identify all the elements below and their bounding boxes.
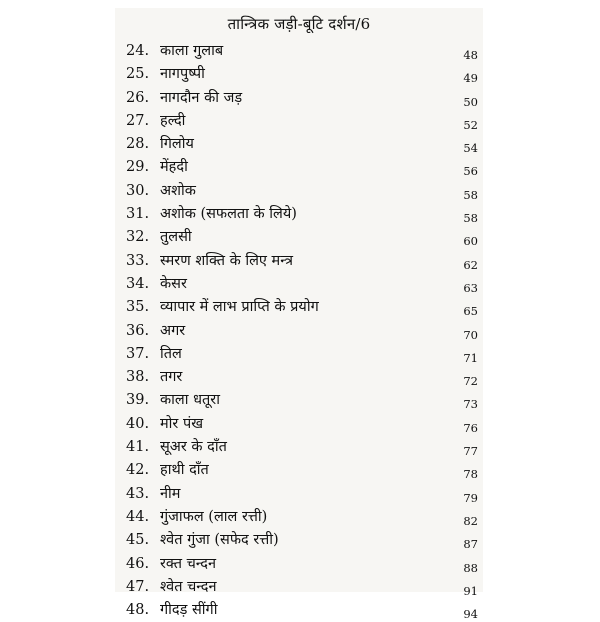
entry-title: श्वेत गुंजा (सफेद रत्ती) [160, 532, 279, 549]
entry-number: 35. [126, 299, 150, 316]
entry-page-number: 49 [463, 71, 478, 86]
entry-page-number: 54 [463, 141, 478, 156]
toc-entry [126, 436, 478, 459]
entry-title: स्मरण शक्ति के लिए मन्त्र [160, 252, 293, 269]
entry-number: 33. [126, 252, 150, 269]
toc-entry [126, 599, 478, 622]
entry-number: 40. [126, 415, 150, 432]
entry-title: काला धतूरा [160, 392, 220, 409]
entry-page-number: 91 [463, 583, 478, 598]
toc-entry [126, 110, 478, 133]
entry-title: श्वेत चन्दन [160, 578, 217, 595]
entry-number: 32. [126, 229, 150, 246]
entry-number: 34. [126, 275, 150, 292]
entry-title: केसर [160, 275, 187, 292]
entry-title: नागदौन की जड़ [160, 89, 243, 106]
entry-number: 38. [126, 369, 150, 386]
entry-title: सूअर के दाँत [160, 439, 227, 456]
entry-title: नीम [160, 485, 181, 502]
entry-title: रक्त चन्दन [160, 555, 217, 572]
entry-number: 44. [126, 508, 150, 525]
entry-number: 30. [126, 182, 150, 199]
entry-page-number: 78 [463, 467, 478, 482]
entry-title: अशोक (सफलता के लिये) [160, 206, 297, 223]
toc-entry [126, 156, 478, 179]
entry-number: 41. [126, 439, 150, 456]
entry-title: तुलसी [160, 229, 192, 246]
toc-entry [126, 226, 478, 249]
toc-entry [126, 320, 478, 343]
entry-page-number: 63 [463, 280, 478, 295]
entry-title: अशोक [160, 182, 196, 199]
toc-entry [126, 506, 478, 529]
entry-title: काला गुलाब [160, 43, 224, 59]
toc-entry [126, 250, 478, 273]
entry-page-number: 48 [463, 48, 478, 62]
entry-title: अगर [160, 322, 186, 339]
entry-title: गुंजाफल (लाल रत्ती) [160, 508, 268, 525]
entry-page-number: 58 [463, 211, 478, 226]
toc-entry [126, 180, 478, 203]
entry-page-number: 56 [463, 164, 478, 179]
entry-number: 25. [126, 66, 150, 83]
entry-title: हल्दी [160, 112, 186, 129]
entry-title: व्यापार में लाभ प्राप्ति के प्रयोग [160, 299, 319, 316]
entry-page-number: 52 [463, 117, 478, 132]
toc-entry [126, 87, 478, 110]
entry-page-number: 60 [463, 234, 478, 249]
toc-entry [126, 459, 478, 482]
toc-entry [126, 576, 478, 599]
entry-title: हाथी दाँत [160, 462, 209, 479]
toc-entry [126, 553, 478, 576]
entry-page-number: 58 [463, 187, 478, 202]
toc-entry [126, 529, 478, 552]
entry-title: मोर पंख [160, 415, 204, 432]
toc-entry [126, 203, 478, 226]
entry-number: 36. [126, 322, 150, 339]
entry-page-number: 77 [463, 444, 478, 459]
toc-entry [126, 133, 478, 156]
entry-page-number: 82 [463, 513, 478, 528]
entry-title: तिल [160, 345, 182, 362]
entry-number: 48. [126, 602, 150, 619]
entry-page-number: 71 [463, 350, 478, 365]
entry-page-number: 50 [463, 94, 478, 109]
toc-entry [126, 389, 478, 412]
entry-page-number: 73 [463, 397, 478, 412]
toc-entry [126, 343, 478, 366]
entry-number: 27. [126, 112, 150, 129]
entry-number: 26. [126, 89, 150, 106]
entry-title: गीदड़ सींगी [160, 602, 218, 619]
entry-number: 24. [126, 43, 150, 59]
entry-title: नागपुष्पी [160, 66, 205, 83]
entry-number: 43. [126, 485, 150, 502]
entry-number: 31. [126, 206, 150, 223]
entry-page-number: 62 [463, 257, 478, 272]
table-of-contents [126, 40, 478, 622]
entry-page-number: 87 [463, 537, 478, 552]
entry-title: गिलोय [160, 136, 194, 153]
entry-number: 47. [126, 578, 150, 595]
entry-page-number: 79 [463, 490, 478, 505]
entry-page-number: 72 [463, 374, 478, 389]
entry-page-number: 70 [463, 327, 478, 342]
entry-page-number: 76 [463, 420, 478, 435]
toc-entry [126, 273, 478, 296]
entry-page-number: 88 [463, 560, 478, 575]
entry-title: तगर [160, 369, 183, 386]
toc-entry [126, 63, 478, 86]
page-header: तान्त्रिक जड़ी-बूटि दर्शन/6 [227, 15, 371, 33]
entry-page-number: 65 [463, 304, 478, 319]
toc-entry [126, 483, 478, 506]
entry-number: 28. [126, 136, 150, 153]
entry-number: 45. [126, 532, 150, 549]
entry-number: 46. [126, 555, 150, 572]
entry-title: मेंहदी [160, 159, 188, 176]
entry-number: 37. [126, 345, 150, 362]
entry-page-number: 94 [463, 607, 478, 622]
toc-entry [126, 40, 478, 63]
entry-number: 42. [126, 462, 150, 479]
book-page [115, 8, 483, 622]
toc-entry [126, 366, 478, 389]
entry-number: 29. [126, 159, 150, 176]
toc-entry [126, 296, 478, 319]
entry-number: 39. [126, 392, 150, 409]
toc-entry [126, 413, 478, 436]
